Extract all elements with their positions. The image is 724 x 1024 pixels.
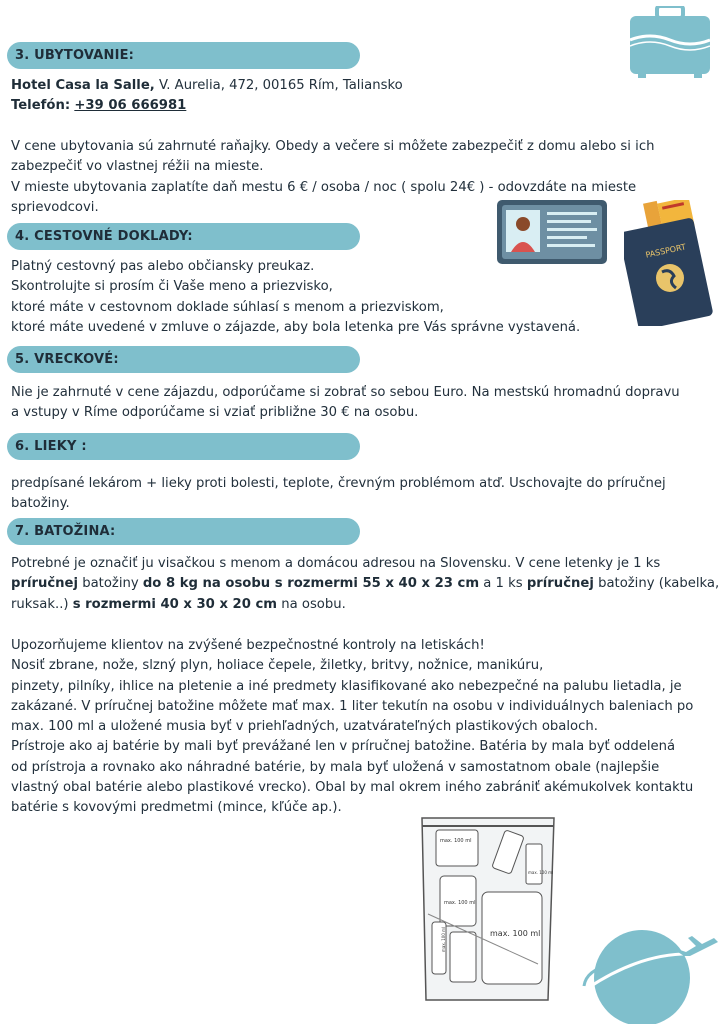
text-line: a vstupy v Ríme odporúčame si vziať približne 30 € na osobu. [11,405,419,421]
text-line: ktoré máte v cestovnom doklade súhlasí s menom a priezviskom, [11,299,444,315]
text-line: zabezpečiť vo vlastnej réžii na mieste. [11,159,264,175]
heading-vreckove: 5. VRECKOVÉ: [7,346,360,373]
bag-label: max. 100 ml [528,870,554,875]
text-line: ktoré máte uvedené v zmluve o zájazde, aby bola letenka pre Vás správne vystavená. [11,319,581,335]
text-span: batožiny [78,576,143,592]
text-span: a 1 ks [479,576,527,592]
bag-label: max. 100 ml [441,926,446,952]
text-span: ruksak..) [11,596,73,612]
heading-lieky: 6. LIEKY : [7,433,360,460]
text-line [11,595,711,615]
text-line: max. 100 ml a uložené musia byť v priehľadných, uzatvárateľných plastikových obaloch. [11,719,598,735]
globe-airplane-icon [582,916,722,1024]
text-bold: príručnej [526,576,594,592]
liquids-bag-icon [418,814,558,1004]
text-line: zakázané. V príručnej batožine môžete mať max. 1 liter tekutín na osobu v individuálnych baleniach po [11,698,694,714]
text-line: pinzety, pilníky, ihlice na pletenie a iné predmety klasifikované ako nebezpečné na palubu lietadla, je [11,678,682,694]
text-bold: príručnej [11,576,79,592]
batozina-text [11,554,720,615]
text-line: od prístroja a rovnako ako náhradné batérie, by mala byť uložená v samostatnom obale (najlepšie [11,759,660,775]
bag-label: max. 100 ml [490,929,541,938]
vreckove-text [11,383,711,424]
text-line: batožiny. [11,496,70,512]
text-line: batérie s kovovými predmetmi (mince, kľúče ap.). [11,800,342,816]
text-line: V mieste ubytovania zaplatíte daň mestu 6 € / osoba / noc ( spolu 24€ ) - odovzdáte na mieste [11,179,637,195]
text-bold: s rozmermi 40 x 30 x 20 cm [72,596,278,612]
suitcase-icon [630,6,710,78]
heading-ubytovanie: 3. UBYTOVANIE: [7,42,360,69]
passport-label: PASSPORT [644,242,687,260]
text-line: Upozorňujeme klientov na zvýšené bezpečnostné kontroly na letiskách! [11,638,485,653]
phone-link[interactable]: +39 06 666981 [74,98,187,114]
bag-label: max. 100 ml [444,900,476,906]
text-line: Platný cestovný pas alebo občiansky preukaz. [11,259,315,274]
hotel-address: V. Aurelia, 472, 00165 Rím, Taliansko [154,78,403,93]
text-line: Prístroje ako aj batérie by mali byť prevážané len v príručnej batožine. Batéria by mala byť oddelená [11,739,676,755]
hotel-info [11,76,711,117]
text-line: predpísané lekárom + lieky proti bolesti, teplote, črevným problémom atď. Uschovajte do príručnej [11,476,666,491]
text-line: vlastný obal batérie alebo plastikové vrecko). Obal by mal okrem iného zabrániť akémukolvek kontaktu [11,780,694,796]
id-card-icon [497,200,607,264]
phone-label: Telefón: [11,98,71,114]
text-span: batožiny (kabelka, [593,576,720,592]
text-line: Nosiť zbrane, nože, slzný plyn, holiace čepele, žiletky, britvy, nožnice, manikúru, [11,658,544,674]
text-span: na osobu. [277,596,346,612]
heading-doklady: 4. CESTOVNÉ DOKLADY: [7,223,360,250]
text-line: sprievodcovi. [11,199,99,215]
security-text [11,636,711,819]
doklady-text [11,257,711,338]
text-bold: do 8 kg na osobu s rozmermi 55 x 40 x 23 cm [142,576,480,592]
text-line: V cene ubytovania sú zahrnuté raňajky. Obedy a večere si môžete zabezpečiť z domu alebo si ich [11,139,655,154]
text-line [11,574,720,594]
bag-label: max. 100 ml [440,838,472,844]
lieky-text [11,474,711,515]
text-line: Skontrolujte si prosím či Vaše meno a priezvisko, [11,279,333,295]
hotel-name: Hotel Casa la Salle, [11,78,155,93]
heading-batozina: 7. BATOŽINA: [7,518,360,545]
text-line: Potrebné je označiť ju visačkou s menom a domácou adresou na Slovensku. V cene letenky je 1 ks [11,556,661,571]
text-line: Nie je zahrnuté v cene zájazdu, odporúčame si zobrať so sebou Euro. Na mestskú hromadnú dopravu [11,385,680,400]
